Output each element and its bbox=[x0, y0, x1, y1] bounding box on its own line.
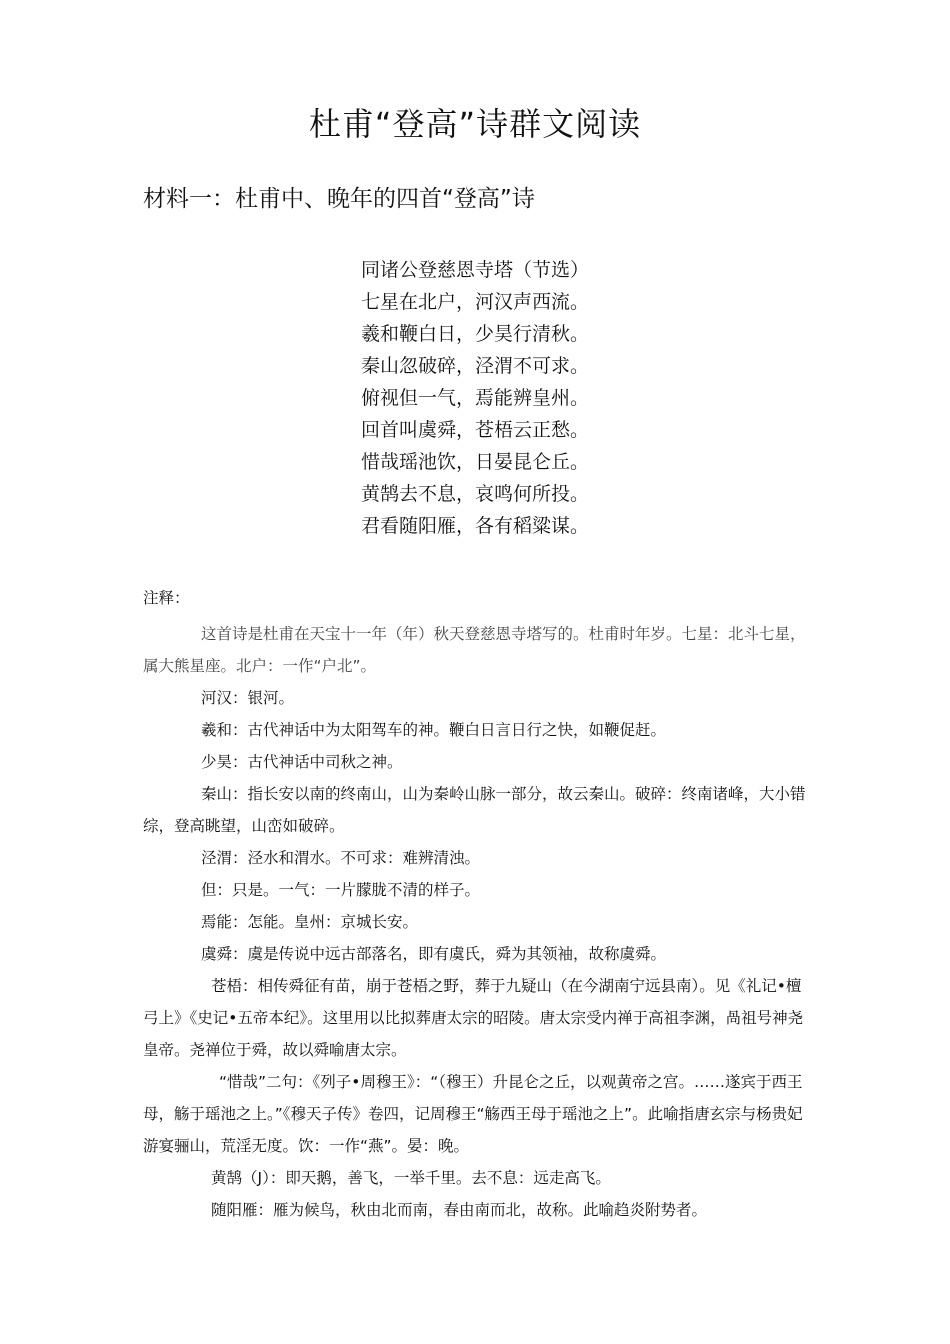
poem-line: 惜哉瑶池饮，日晏昆仑丘。 bbox=[360, 451, 589, 473]
notes-section bbox=[143, 586, 807, 1226]
note-item: 焉能：怎能。皇州：京城长安。 bbox=[201, 913, 419, 931]
note-item: 泾渭：泾水和渭水。不可求：难辨清浊。 bbox=[201, 849, 481, 867]
note-item: 虞舜：虞是传说中远古部落名，即有虞氏，舜为其领袖，故称虞舜。 bbox=[201, 945, 667, 963]
notes-label: 注释： bbox=[143, 589, 190, 607]
note-item: 苍梧：相传舜征有苗，崩于苍梧之野，葬于九疑山（在今湖南宁远县南）。见《礼记•檀弓上》《史记•五帝本纪》。这里用以比拟葬唐太宗的昭陵。唐太宗受内禅于高祖李渊，咼祖号神尧皇帝。尧禅位于舜，故以舜喻唐太宗。 bbox=[143, 977, 804, 1059]
note-item: 羲和：古代神话中为太阳驾车的神。鞭白日言日行之快，如鞭促赶。 bbox=[201, 721, 667, 739]
note-item: 河汉：银河。 bbox=[201, 689, 295, 707]
note-item: 这首诗是杜甫在天宝十一年（年）秋天登慈恩寺塔写的。杜甫时年岁。七星：北斗七星，属大熊星座。北户：一作“户北”。 bbox=[143, 625, 806, 675]
poem-block bbox=[0, 254, 950, 542]
poem-line: 君看随阳雁，各有稻粱谋。 bbox=[360, 515, 589, 537]
poem-line: 七星在北户，河汉声西流。 bbox=[360, 291, 589, 313]
note-item: 秦山：指长安以南的终南山，山为秦岭山脉一部分，故云秦山。破碎：终南诸峰，大小错综，登高眺望，山峦如破碎。 bbox=[143, 785, 806, 835]
note-item: 随阳雁：雁为候鸟，秋由北而南，春由南而北，故称。此喻趋炎附势者。 bbox=[211, 1201, 708, 1219]
section-heading: 材料一：杜甫中、晚年的四首“登高”诗 bbox=[143, 186, 535, 212]
note-item: “惜哉”二句：《列子•周穆王》：“（穆王）升昆仑之丘，以观黄帝之宫。……遂宾于西王母，觞于瑶池之上。”《穆天子传》卷四，记周穆王“觞西王母于瑶池之上”。此喻指唐玄宗与杨贵妃游宴骊山，荒淫无度。饮：一作“燕”。晏：晚。 bbox=[143, 1073, 803, 1155]
poem-line: 俯视但一气，焉能辨皇州。 bbox=[360, 387, 589, 409]
poem-title: 同诸公登慈恩寺塔（节选） bbox=[360, 259, 589, 281]
note-item: 但：只是。一气：一片朦胧不清的样子。 bbox=[201, 881, 481, 899]
poem-line: 回首叫虞舜，苍梧云正愁。 bbox=[360, 419, 589, 441]
poem-line: 羲和鞭白日，少昊行清秋。 bbox=[360, 323, 589, 345]
note-item: 黄鹄（J）：即天鹅，善飞，一举千里。去不息：远走高飞。 bbox=[211, 1169, 611, 1187]
poem-line: 黄鹄去不息，哀鸣何所投。 bbox=[360, 483, 589, 505]
document-title: 杜甫“登高”诗群文阅读 bbox=[308, 105, 642, 143]
note-item: 少昊：古代神话中司秋之神。 bbox=[201, 753, 403, 771]
poem-line: 秦山忽破碎，泾渭不可求。 bbox=[360, 355, 589, 377]
